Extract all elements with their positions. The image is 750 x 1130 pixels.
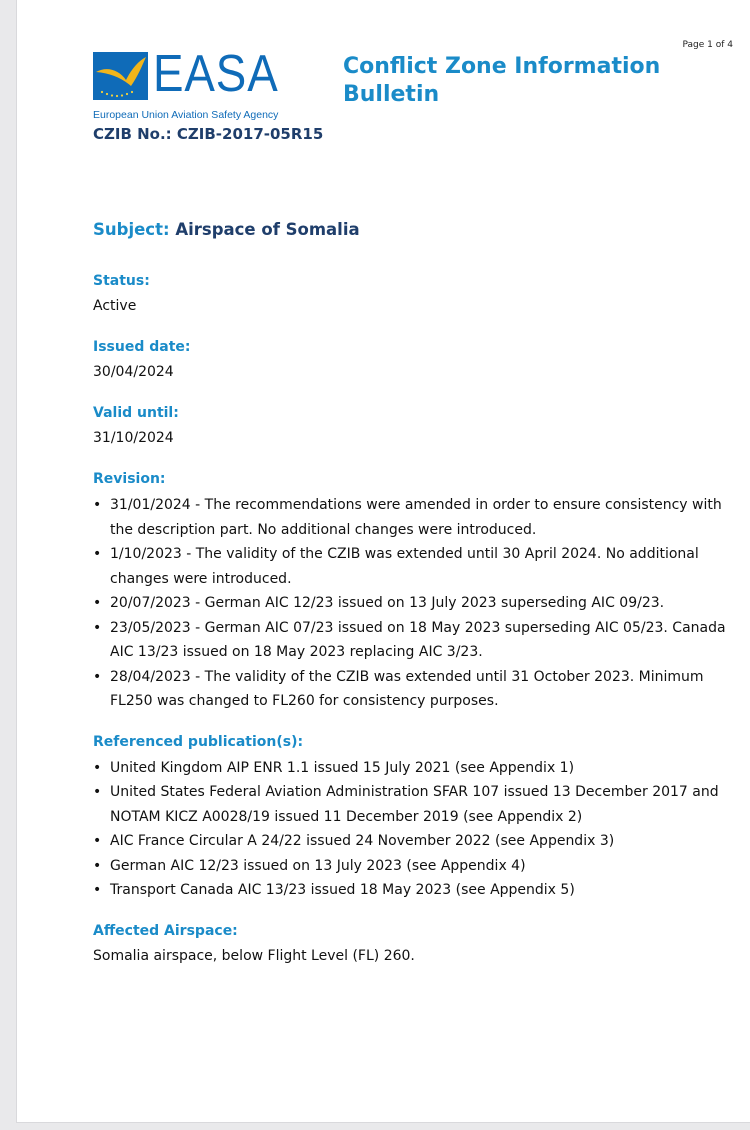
bulletin-title: Conflict Zone Information Bulletin (343, 54, 661, 107)
bulletin-content (93, 220, 733, 986)
subject-label: Subject: (93, 220, 170, 239)
subject-value: Airspace of Somalia (175, 220, 360, 239)
list-item: • AIC France Circular A 24/22 issued 24 November 2022 (see Appendix 3) (93, 829, 733, 854)
agency-name: European Union Aviation Safety Agency (93, 109, 279, 121)
list-item: • United States Federal Aviation Administration SFAR 107 issued 13 December 2017 and NOTAM KICZ A0028/19 issued 11 December 2019 (see Appendix 2) (93, 780, 733, 829)
revision-list (93, 493, 733, 714)
affected-airspace-value: Somalia airspace, below Flight Level (FL) 260. (93, 947, 415, 964)
page-number: Page 1 of 4 (682, 40, 733, 50)
list-item: • 31/01/2024 - The recommendations were amended in order to ensure consistency with the description part. No additional changes were introduced. (93, 493, 733, 542)
logo-wordmark: EASA (153, 45, 279, 103)
status-value: Active (93, 298, 137, 314)
list-item: • German AIC 12/23 issued on 13 July 2023 (see Appendix 4) (93, 854, 733, 879)
valid-until-value: 31/10/2024 (93, 430, 174, 446)
list-item: • 1/10/2023 - The validity of the CZIB was extended until 30 April 2024. No additional changes were introduced. (93, 542, 733, 591)
issued-date-value: 30/04/2024 (93, 364, 174, 380)
document-page (16, 0, 750, 1123)
affected-airspace-label: Affected Airspace: (93, 922, 238, 939)
issued-date-label: Issued date: (93, 339, 191, 355)
list-item: • 28/04/2023 - The validity of the CZIB was extended until 31 October 2023. Minimum FL250 was changed to FL260 for consistency purposes. (93, 665, 733, 714)
list-item: • 23/05/2023 - German AIC 07/23 issued on 18 May 2023 superseding AIC 05/23. Canada AIC 13/23 issued on 18 May 2023 replacing AIC 3/23. (93, 616, 733, 665)
list-item: • 20/07/2023 - German AIC 12/23 issued on 13 July 2023 superseding AIC 09/23. (93, 591, 733, 616)
referenced-publications-label: Referenced publication(s): (93, 733, 304, 750)
list-item: • United Kingdom AIP ENR 1.1 issued 15 July 2021 (see Appendix 1) (93, 756, 733, 781)
referenced-publications-list (93, 756, 733, 903)
status-label: Status: (93, 273, 150, 289)
list-item: • Transport Canada AIC 13/23 issued 18 May 2023 (see Appendix 5) (93, 878, 733, 903)
revision-label: Revision: (93, 471, 166, 487)
czib-number: CZIB No.: CZIB-2017-05R15 (93, 125, 324, 143)
easa-bird-icon (93, 52, 148, 100)
valid-until-label: Valid until: (93, 405, 179, 421)
easa-logo (93, 45, 313, 122)
subject-line (93, 220, 733, 239)
